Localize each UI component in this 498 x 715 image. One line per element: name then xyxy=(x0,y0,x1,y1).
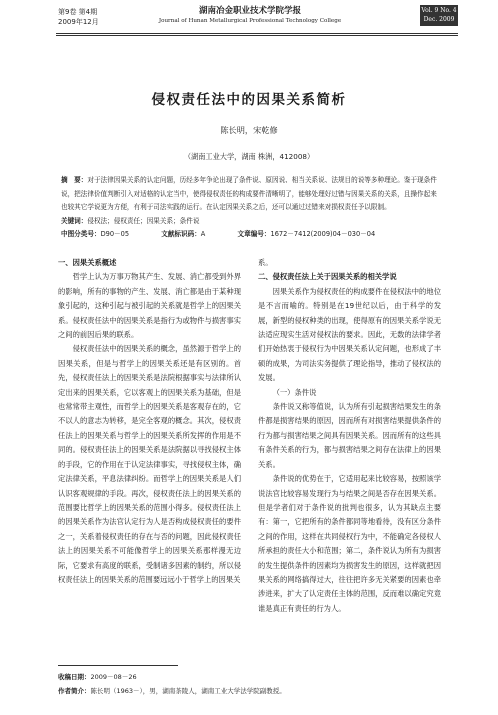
clc-value: D90－05 xyxy=(100,230,130,238)
doc-code-value: A xyxy=(200,230,206,238)
journal-name xyxy=(150,6,350,26)
clc-label: 中图分类号： xyxy=(61,230,101,238)
paragraph: 哲学上认为万事万物其产生、发展、消亡都受到外界的影响，所有的事物的产生、发展、消亡都是由于某种现象引起的，这种引起与被引起的关系就是哲学上的因果关系。侵权责任法中的因果关系是指行为或物件与损害事实之间的前因后果的联系。 xyxy=(58,272,241,340)
header-volume-en: Vol. 9 No. 4 xyxy=(421,7,457,14)
footnote xyxy=(58,670,286,698)
paragraph: 条件说的优势在于，它适用起来比较容易，按照该学说法官比较容易发现行为与结果之间是否存在因果关系。但是学者们对于条件说的批判也很多，认为其缺点主要有：第一，它把所有的条件都同等地看待，没有区分条件之间的作用，这样在共同侵权行为中，不能确定各侵权人所承担的责任大小和范围；第二，条件说认为所有为损害的发生提供条件的因素均为损害发生的原因，这样就把因果关系的网络搞得过大，往往把许多无关紧要的因素也牵涉进来，扩大了认定责任主体的范围，反而难以确定究竟谁是真正有责任的行为人。 xyxy=(258,474,441,613)
article-authors: 陈长明，宋乾修 xyxy=(220,125,278,135)
footnote-rule xyxy=(58,665,178,666)
abstract-label: 摘 要： xyxy=(61,176,88,184)
author-bio-text: 陈长明（1963－），男，湖南茶陵人，湖南工业大学法学院副教授。 xyxy=(90,687,286,695)
author-affiliation: （湖南工业大学，湖南 株洲，412008） xyxy=(183,152,315,161)
abstract-block xyxy=(61,174,438,242)
doc-code-label: 文献标识码： xyxy=(161,230,201,238)
paragraph: 条件说又称等值说，认为所有引起损害结果发生的条件都是损害结果的原因，因而所有对损害结果提供条件的行为都与损害结果之间具有因果关系。因而所有的这些具有条件关系的行为，都与损害结果之间存在法律上的因果关系。 xyxy=(258,402,441,469)
header-volume-badge xyxy=(420,5,458,26)
article-number-label: 文章编号： xyxy=(237,230,271,238)
subsection-heading: （一）条件说 xyxy=(272,387,317,397)
header-date-en: Dec. 2009 xyxy=(423,16,455,23)
section-heading-2: 二、侵权责任法上关于因果关系的相关学说 xyxy=(258,272,397,282)
journal-name-en: Journal of Hunan Metallurgical Professional Technology College xyxy=(158,18,342,24)
page-header xyxy=(0,0,498,42)
keywords-label: 关键词： xyxy=(61,216,88,225)
header-date: 2009年12月 xyxy=(58,18,99,26)
received-date xyxy=(58,670,286,684)
author-bio-label: 作者简介： xyxy=(58,687,91,695)
paragraph: 因果关系作为侵权责任的构成要件在侵权法中的地位是不言而喻的。特别是在19世纪以后，由于科学的发展，新型的侵权种类的出现，使得原有的因果关系学说无法适应现实生活对侵权法的要求。因此，无数的法律学者们开始热衷于侵权行为中因果关系认定问题，也形成了丰硕的成果，为司法实务提供了理论指导，推动了侵权法的发展。 xyxy=(258,286,441,383)
author-bio xyxy=(58,684,286,698)
body-column-left xyxy=(58,256,241,587)
section-heading-1: 一、因果关系概述 xyxy=(58,258,117,267)
keywords xyxy=(61,215,438,229)
paragraph-continuation: 系。 xyxy=(258,258,273,267)
received-value: 2009－08－26 xyxy=(90,673,137,681)
article-title: 侵权责任法中的因果关系简析 xyxy=(151,92,347,108)
abstract xyxy=(61,174,438,215)
classification-line xyxy=(61,228,438,242)
journal-name-cn: 湖南冶金职业技术学院学报 xyxy=(198,6,301,16)
header-issue-info xyxy=(58,7,99,27)
keywords-text: 侵权法；侵权责任；因果关系；条件说 xyxy=(87,216,200,225)
abstract-text: 对于法律因果关系的认定问题，历经多年争论出现了条件说、原因说、相当关系说、法规目的说等多种理论。鉴于现条件说，把法律价值判断引入对适格的认定当中，使得侵权责任的构成要件清晰明了，能够处理好过错与因果关系的关系，且操作起来也较其它学说更为方便，有利于司法实践的运行。在认定因果关系之后，还可以通过过错来对损权责任予以限制。 xyxy=(61,176,437,211)
header-rule-thin xyxy=(56,35,458,36)
received-label: 收稿日期： xyxy=(58,673,91,681)
body-column-right xyxy=(258,256,441,616)
article-number-value: 1672－7412(2009)04－030－04 xyxy=(270,230,376,238)
header-volume: 第9卷 第4期 xyxy=(58,8,98,16)
header-rule xyxy=(56,33,458,34)
paragraph: 侵权责任法中的因果关系的概念，虽然源于哲学上的因果关系，但是与哲学上的因果关系还是有区别的。首先，侵权责任法上的因果关系是法院根据事实与法律所认定出来的因果关系，它以客观上的因果关系为基础，但是也常常带主观性，而哲学上的因果关系是客观存在的，它不以人的意志为转移，是完全客观的概念。其次，侵权责任法上的因果关系与哲学上的因果关系所发挥的作用是不同的。侵权责任法上的因果关系是法院据以寻找侵权主体的手段，它的作用在于认定法律事实，寻找侵权主体，确定法律关系，平息法律纠纷。而哲学上的因果关系是人们认识客观规律的手段。再次，侵权责任法上的因果关系的范围要比哲学上的因果关系的范围小得多。侵权责任法上的因果关系作为法官认定行为人是否构成侵权责任的要件之一，关系着侵权责任的存在与否的问题，因此侵权责任法上的因果关系不可能像哲学上的因果关系那样漫无边际，它要求有高度的联系，受制诸多因素的制约，所以侵权责任法上的因果关系的范围要远远小于哲学上的因果关 xyxy=(58,344,241,584)
